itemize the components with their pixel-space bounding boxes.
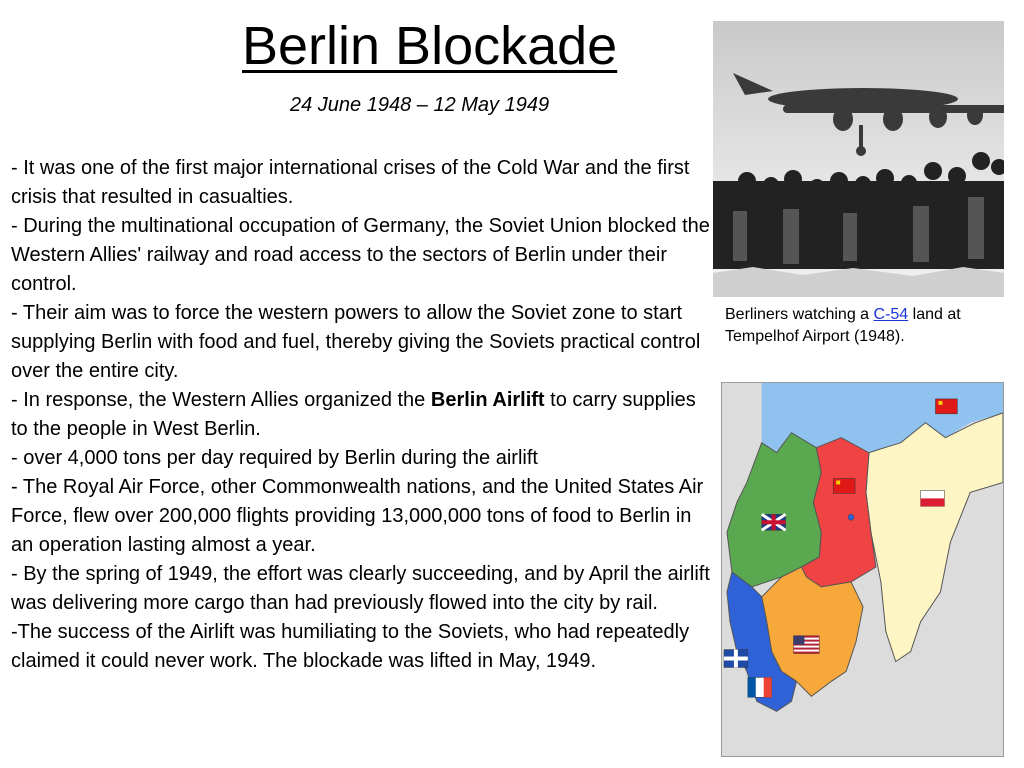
saar-flag-icon	[724, 650, 748, 668]
paragraph-8: -The success of the Airlift was humiliating to the Soviets, who had repeatedly claimed it could never work. The blockade was lifted in May, 1949.	[11, 621, 690, 672]
polish-flag-icon	[921, 490, 945, 506]
caption-start: Berliners watching a	[725, 306, 874, 323]
berlin-airlift-bold: Berlin Airlift	[430, 389, 545, 411]
soviet-flag-icon	[935, 399, 957, 414]
paragraph-7: - By the spring of 1949, the effort was clearly succeeding, and by April the airlift was delivering more cargo than had previously flowed into the city by rail.	[11, 563, 710, 614]
paragraph-2: - During the multinational occupation of Germany, the Soviet Union blocked the Western Allies' railway and road access to the sectors of Berlin under their control.	[11, 215, 710, 295]
photo-caption	[725, 304, 985, 348]
soviet-flag-icon-2	[833, 478, 855, 493]
body-text	[11, 154, 717, 676]
airplane-over-crowd-photo	[713, 21, 1004, 297]
c54-link[interactable]: C-54	[873, 306, 909, 323]
paragraph-1: - It was one of the first major international crises of the Cold War and the first crisis that resulted in casualties.	[11, 157, 690, 208]
paragraph-5: - over 4,000 tons per day required by Berlin during the airlift	[11, 447, 538, 469]
paragraph-6: - The Royal Air Force, other Commonwealth nations, and the United States Air Force, flew over 200,000 flights providing 13,000,000 tons of food to Berlin in an operation lasting almost a year.	[11, 476, 704, 556]
paragraph-3: - Their aim was to force the western powers to allow the Soviet zone to start supplying Berlin with food and fuel, thereby giving the Soviets practical control over the entire city.	[11, 302, 701, 382]
paragraph-4-start: - In response, the Western Allies organized the	[11, 389, 431, 411]
caption-end: land at Tempelhof Airport (1948).	[725, 306, 961, 345]
page-title: Berlin Blockade	[242, 16, 618, 76]
paragraph-4-end: to carry supplies to the people in West Berlin.	[11, 389, 696, 440]
paragraph-4	[11, 386, 717, 444]
french-flag-icon	[748, 677, 772, 697]
date-range-subtitle: 24 June 1948 – 12 May 1949	[290, 94, 550, 116]
american-flag-icon	[793, 636, 819, 654]
occupation-zones-map	[721, 382, 1004, 757]
berlin-marker	[848, 514, 854, 520]
british-flag-icon	[762, 514, 786, 530]
